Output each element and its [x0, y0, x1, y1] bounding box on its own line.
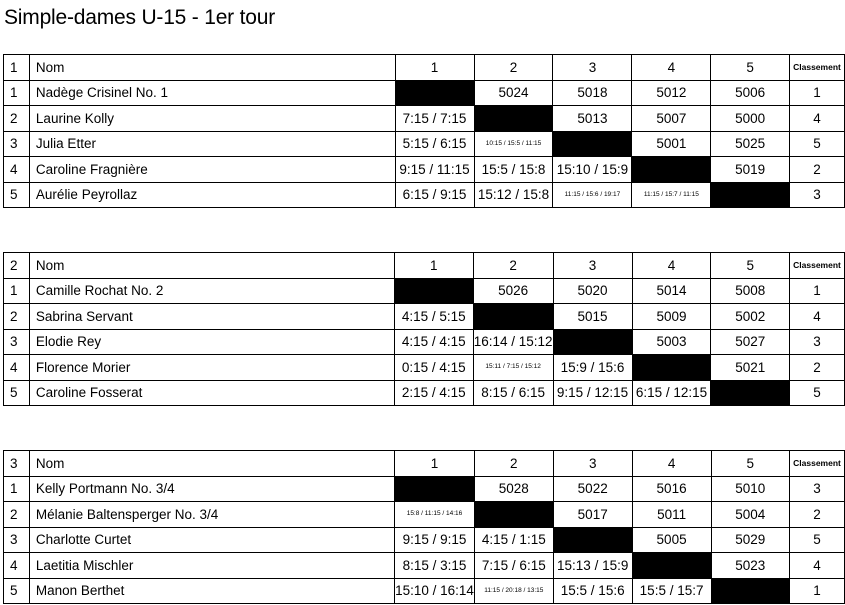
match-score-cell: 9:15 / 12:15 — [553, 380, 632, 406]
match-number-cell: 5014 — [632, 278, 711, 304]
match-number-cell: 5028 — [474, 476, 553, 502]
match-score-cell: 0:15 / 4:15 — [394, 355, 473, 381]
self-match-cell — [711, 380, 790, 406]
table-row — [4, 131, 845, 157]
row-index: 4 — [4, 157, 30, 183]
table-row — [4, 578, 845, 604]
row-index: 1 — [4, 278, 30, 304]
row-index: 5 — [4, 182, 30, 208]
match-number-cell: 5027 — [711, 329, 790, 355]
rank-cell: 1 — [790, 578, 845, 604]
column-header-5: 5 — [711, 451, 790, 477]
match-number-cell: 5003 — [632, 329, 711, 355]
column-header-1: 1 — [395, 55, 474, 81]
rank-cell: 4 — [789, 106, 844, 132]
match-score-cell: 15:8 / 11:15 / 14:16 — [395, 502, 475, 528]
match-score-cell: 9:15 / 9:15 — [395, 527, 475, 553]
row-index: 5 — [4, 380, 30, 406]
row-index: 3 — [4, 131, 30, 157]
player-name: Sabrina Servant — [29, 304, 394, 330]
table-row — [4, 278, 845, 304]
player-name: Laetitia Mischler — [29, 553, 394, 579]
player-name: Florence Morier — [29, 355, 394, 381]
match-number-cell: 5018 — [553, 80, 632, 106]
match-number-cell: 5023 — [711, 553, 790, 579]
match-number-cell: 5009 — [632, 304, 711, 330]
match-number-cell: 5025 — [711, 131, 790, 157]
column-header-name: Nom — [29, 253, 394, 279]
rank-cell: 2 — [789, 157, 844, 183]
match-score-cell: 6:15 / 9:15 — [395, 182, 474, 208]
match-number-cell: 5004 — [711, 502, 790, 528]
match-score-cell: 9:15 / 11:15 — [395, 157, 474, 183]
match-score-cell: 15:9 / 15:6 — [553, 355, 632, 381]
group-number: 2 — [4, 253, 30, 279]
player-name: Elodie Rey — [29, 329, 394, 355]
match-score-cell: 15:11 / 7:15 / 15:12 — [473, 355, 553, 381]
match-number-cell: 5029 — [711, 527, 790, 553]
self-match-cell — [474, 106, 553, 132]
column-header-3: 3 — [553, 451, 632, 477]
match-number-cell: 5024 — [474, 80, 553, 106]
table-row — [4, 553, 845, 579]
match-number-cell: 5008 — [711, 278, 790, 304]
rank-cell: 5 — [789, 131, 844, 157]
column-header-1: 1 — [395, 451, 475, 477]
match-score-cell: 7:15 / 7:15 — [395, 106, 474, 132]
table-row — [4, 502, 845, 528]
match-number-cell: 5020 — [553, 278, 632, 304]
column-header-4: 4 — [632, 253, 711, 279]
column-header-name: Nom — [29, 451, 394, 477]
page-title: Simple-dames U-15 - 1er tour — [4, 6, 275, 29]
rank-cell: 2 — [790, 502, 845, 528]
player-name: Charlotte Curtet — [29, 527, 394, 553]
rank-cell: 3 — [790, 476, 845, 502]
table-row — [4, 80, 845, 106]
row-index: 2 — [4, 106, 30, 132]
self-match-cell — [711, 578, 790, 604]
rank-cell: 3 — [789, 182, 844, 208]
group-number: 3 — [4, 451, 30, 477]
match-number-cell: 5005 — [632, 527, 711, 553]
player-name: Nadège Crisinel No. 1 — [29, 80, 395, 106]
column-header-1: 1 — [394, 253, 473, 279]
self-match-cell — [553, 131, 632, 157]
group-table-3 — [3, 450, 845, 604]
row-index: 3 — [4, 527, 30, 553]
match-number-cell: 5026 — [473, 278, 553, 304]
table-row — [4, 182, 845, 208]
table-row — [4, 304, 845, 330]
match-score-cell: 7:15 / 6:15 — [474, 553, 553, 579]
self-match-cell — [632, 355, 711, 381]
column-header-2: 2 — [474, 451, 553, 477]
match-score-cell: 11:15 / 20:18 / 13:15 — [474, 578, 553, 604]
match-score-cell: 5:15 / 6:15 — [395, 131, 474, 157]
match-score-cell: 15:5 / 15:6 — [553, 578, 632, 604]
self-match-cell — [553, 527, 632, 553]
row-index: 5 — [4, 578, 30, 604]
self-match-cell — [553, 329, 632, 355]
group-table-1 — [3, 54, 845, 208]
match-number-cell: 5001 — [632, 131, 711, 157]
match-score-cell: 16:14 / 15:12 — [473, 329, 553, 355]
row-index: 1 — [4, 476, 30, 502]
match-number-cell: 5019 — [711, 157, 790, 183]
table-header-row — [4, 55, 845, 81]
player-name: Julia Etter — [29, 131, 395, 157]
match-number-cell: 5012 — [632, 80, 711, 106]
match-number-cell: 5013 — [553, 106, 632, 132]
match-score-cell: 6:15 / 12:15 — [632, 380, 711, 406]
column-header-classement: Classement — [790, 451, 845, 477]
column-header-5: 5 — [711, 253, 790, 279]
player-name: Manon Berthet — [29, 578, 394, 604]
table-row — [4, 527, 845, 553]
player-name: Camille Rochat No. 2 — [29, 278, 394, 304]
table-row — [4, 329, 845, 355]
row-index: 2 — [4, 304, 30, 330]
match-number-cell: 5016 — [632, 476, 711, 502]
match-number-cell: 5002 — [711, 304, 790, 330]
match-number-cell: 5015 — [553, 304, 632, 330]
match-score-cell: 15:5 / 15:7 — [632, 578, 711, 604]
self-match-cell — [394, 278, 473, 304]
player-name: Mélanie Baltensperger No. 3/4 — [29, 502, 394, 528]
self-match-cell — [632, 553, 711, 579]
player-name: Kelly Portmann No. 3/4 — [29, 476, 394, 502]
table-header-row — [4, 451, 845, 477]
rank-cell: 1 — [789, 80, 844, 106]
match-score-cell: 15:12 / 15:8 — [474, 182, 553, 208]
table-row — [4, 157, 845, 183]
column-header-3: 3 — [553, 55, 632, 81]
table-header-row — [4, 253, 845, 279]
match-score-cell: 4:15 / 1:15 — [474, 527, 553, 553]
row-index: 4 — [4, 355, 30, 381]
self-match-cell — [474, 502, 553, 528]
match-score-cell: 2:15 / 4:15 — [394, 380, 473, 406]
match-score-cell: 11:15 / 15:7 / 11:15 — [632, 182, 711, 208]
match-number-cell: 5000 — [711, 106, 790, 132]
rank-cell: 5 — [790, 380, 845, 406]
row-index: 4 — [4, 553, 30, 579]
column-header-2: 2 — [474, 55, 553, 81]
row-index: 3 — [4, 329, 30, 355]
self-match-cell — [632, 157, 711, 183]
column-header-classement: Classement — [789, 55, 844, 81]
rank-cell: 2 — [790, 355, 845, 381]
column-header-3: 3 — [553, 253, 632, 279]
match-score-cell: 15:13 / 15:9 — [553, 553, 632, 579]
column-header-4: 4 — [632, 55, 711, 81]
group-number: 1 — [4, 55, 30, 81]
table-row — [4, 476, 845, 502]
player-name: Aurélie Peyrollaz — [29, 182, 395, 208]
rank-cell: 4 — [790, 304, 845, 330]
rank-cell: 5 — [790, 527, 845, 553]
self-match-cell — [711, 182, 790, 208]
self-match-cell — [395, 80, 474, 106]
match-number-cell: 5007 — [632, 106, 711, 132]
self-match-cell — [395, 476, 475, 502]
group-table-2 — [3, 252, 845, 406]
player-name: Caroline Fragnière — [29, 157, 395, 183]
table-row — [4, 355, 845, 381]
column-header-4: 4 — [632, 451, 711, 477]
table-row — [4, 106, 845, 132]
match-score-cell: 11:15 / 15:6 / 19:17 — [553, 182, 632, 208]
match-score-cell: 8:15 / 3:15 — [395, 553, 475, 579]
match-number-cell: 5011 — [632, 502, 711, 528]
match-number-cell: 5006 — [711, 80, 790, 106]
column-header-2: 2 — [473, 253, 553, 279]
match-score-cell: 15:5 / 15:8 — [474, 157, 553, 183]
match-score-cell: 10:15 / 15:5 / 11:15 — [474, 131, 553, 157]
match-number-cell: 5010 — [711, 476, 790, 502]
column-header-name: Nom — [29, 55, 395, 81]
match-number-cell: 5017 — [553, 502, 632, 528]
match-number-cell: 5022 — [553, 476, 632, 502]
match-score-cell: 15:10 / 15:9 — [553, 157, 632, 183]
player-name: Laurine Kolly — [29, 106, 395, 132]
match-score-cell: 15:10 / 16:14 — [395, 578, 475, 604]
rank-cell: 4 — [790, 553, 845, 579]
match-score-cell: 8:15 / 6:15 — [473, 380, 553, 406]
player-name: Caroline Fosserat — [29, 380, 394, 406]
row-index: 2 — [4, 502, 30, 528]
row-index: 1 — [4, 80, 30, 106]
match-number-cell: 5021 — [711, 355, 790, 381]
table-row — [4, 380, 845, 406]
self-match-cell — [473, 304, 553, 330]
match-score-cell: 4:15 / 4:15 — [394, 329, 473, 355]
rank-cell: 3 — [790, 329, 845, 355]
match-score-cell: 4:15 / 5:15 — [394, 304, 473, 330]
column-header-classement: Classement — [790, 253, 845, 279]
column-header-5: 5 — [711, 55, 790, 81]
rank-cell: 1 — [790, 278, 845, 304]
